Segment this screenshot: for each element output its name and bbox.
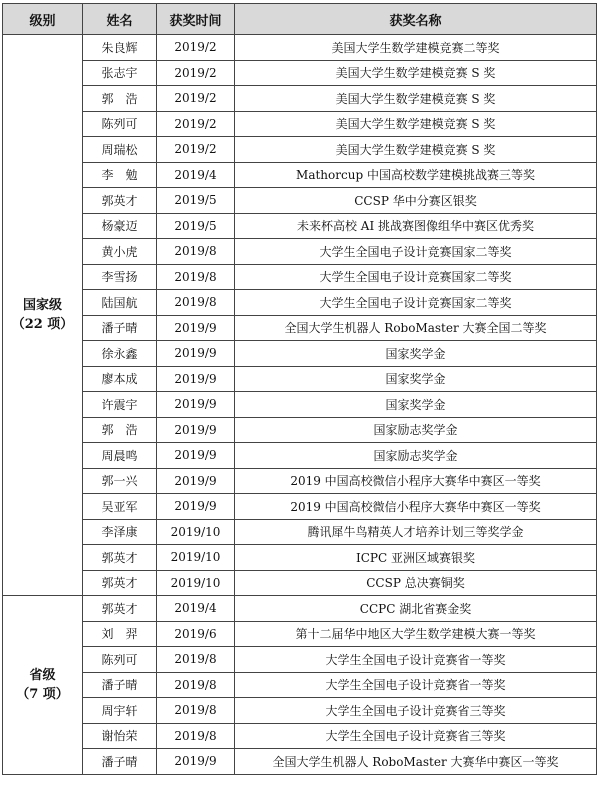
table-row (3, 545, 597, 571)
time-cell: 2019/2 (157, 35, 235, 61)
table-row (3, 341, 597, 367)
level-label: 省级 (29, 667, 56, 683)
time-cell: 2019/5 (157, 213, 235, 239)
table-row (3, 621, 597, 647)
name-cell: 郭英才 (83, 596, 157, 622)
table-row (3, 239, 597, 265)
table-row (3, 86, 597, 112)
name-cell: 张志宇 (83, 60, 157, 86)
award-cell: 美国大学生数学建模竞赛 S 奖 (235, 86, 597, 112)
time-cell: 2019/10 (157, 545, 235, 571)
award-cell: 全国大学生机器人 RoboMaster 大赛华中赛区一等奖 (235, 749, 597, 775)
table-row (3, 698, 597, 724)
name-cell: 陈列可 (83, 111, 157, 137)
table-row (3, 494, 597, 520)
award-cell: Mathorcup 中国高校数学建模挑战赛三等奖 (235, 162, 597, 188)
table-row (3, 647, 597, 673)
name-cell: 李泽康 (83, 519, 157, 545)
time-cell: 2019/9 (157, 417, 235, 443)
time-cell: 2019/5 (157, 188, 235, 214)
time-cell: 2019/8 (157, 239, 235, 265)
award-cell: 大学生全国电子设计竞赛省一等奖 (235, 647, 597, 673)
name-cell: 黄小虎 (83, 239, 157, 265)
name-cell: 周晨鸣 (83, 443, 157, 469)
header-name: 姓名 (83, 4, 157, 35)
name-cell: 廖本成 (83, 366, 157, 392)
table-row (3, 315, 597, 341)
header-time: 获奖时间 (157, 4, 235, 35)
name-cell: 郭英才 (83, 188, 157, 214)
name-cell: 周瑞松 (83, 137, 157, 163)
table-row (3, 264, 597, 290)
name-cell: 潘子晴 (83, 672, 157, 698)
name-cell: 许震宇 (83, 392, 157, 418)
table-row (3, 570, 597, 596)
time-cell: 2019/9 (157, 366, 235, 392)
name-cell: 郭英才 (83, 545, 157, 571)
level-cell (3, 596, 83, 775)
award-cell: 国家奖学金 (235, 341, 597, 367)
award-cell: CCSP 总决赛铜奖 (235, 570, 597, 596)
name-cell: 周宇轩 (83, 698, 157, 724)
table-row (3, 468, 597, 494)
award-cell: ICPC 亚洲区域赛银奖 (235, 545, 597, 571)
award-cell: 腾讯犀牛鸟精英人才培养计划三等奖学金 (235, 519, 597, 545)
time-cell: 2019/6 (157, 621, 235, 647)
award-cell: 美国大学生数学建模竞赛二等奖 (235, 35, 597, 61)
award-cell: 国家奖学金 (235, 366, 597, 392)
award-cell: 大学生全国电子设计竞赛国家二等奖 (235, 239, 597, 265)
award-cell: 大学生全国电子设计竞赛省三等奖 (235, 698, 597, 724)
time-cell: 2019/8 (157, 647, 235, 673)
table-body (3, 35, 597, 775)
award-cell: 国家奖学金 (235, 392, 597, 418)
name-cell: 杨豪迈 (83, 213, 157, 239)
header-level: 级别 (3, 4, 83, 35)
table-row (3, 443, 597, 469)
time-cell: 2019/9 (157, 392, 235, 418)
time-cell: 2019/9 (157, 749, 235, 775)
table-row (3, 596, 597, 622)
time-cell: 2019/2 (157, 60, 235, 86)
name-cell: 郭英才 (83, 570, 157, 596)
time-cell: 2019/9 (157, 468, 235, 494)
level-label: 国家级 (22, 298, 62, 313)
time-cell: 2019/10 (157, 519, 235, 545)
award-cell: 美国大学生数学建模竞赛 S 奖 (235, 60, 597, 86)
time-cell: 2019/8 (157, 723, 235, 749)
time-cell: 2019/9 (157, 341, 235, 367)
time-cell: 2019/8 (157, 290, 235, 316)
time-cell: 2019/2 (157, 86, 235, 112)
name-cell: 李 勉 (83, 162, 157, 188)
award-cell: 未来杯高校 AI 挑战赛图像组华中赛区优秀奖 (235, 213, 597, 239)
time-cell: 2019/4 (157, 162, 235, 188)
name-cell: 陆国航 (83, 290, 157, 316)
time-cell: 2019/2 (157, 137, 235, 163)
table-row (3, 111, 597, 137)
table-row (3, 213, 597, 239)
name-cell: 李雪扬 (83, 264, 157, 290)
time-cell: 2019/9 (157, 494, 235, 520)
award-cell: CCSP 华中分赛区银奖 (235, 188, 597, 214)
table-row (3, 672, 597, 698)
award-cell: 第十二届华中地区大学生数学建模大赛一等奖 (235, 621, 597, 647)
table-row (3, 290, 597, 316)
time-cell: 2019/8 (157, 698, 235, 724)
time-cell: 2019/10 (157, 570, 235, 596)
name-cell: 徐永鑫 (83, 341, 157, 367)
name-cell: 刘 羿 (83, 621, 157, 647)
table-row (3, 35, 597, 61)
table-row (3, 60, 597, 86)
table-header (3, 4, 597, 35)
awards-table (2, 3, 597, 775)
time-cell: 2019/4 (157, 596, 235, 622)
time-cell: 2019/8 (157, 264, 235, 290)
time-cell: 2019/2 (157, 111, 235, 137)
time-cell: 2019/8 (157, 672, 235, 698)
header-award: 获奖名称 (235, 4, 597, 35)
table-row (3, 723, 597, 749)
time-cell: 2019/9 (157, 315, 235, 341)
award-cell: 国家励志奖学金 (235, 417, 597, 443)
award-cell: 2019 中国高校微信小程序大赛华中赛区一等奖 (235, 468, 597, 494)
table-row (3, 162, 597, 188)
award-cell: 美国大学生数学建模竞赛 S 奖 (235, 137, 597, 163)
table-row (3, 137, 597, 163)
header-row (3, 4, 597, 35)
award-cell: 美国大学生数学建模竞赛 S 奖 (235, 111, 597, 137)
level-count: （7 项） (16, 686, 69, 702)
name-cell: 郭 浩 (83, 86, 157, 112)
name-cell: 潘子晴 (83, 315, 157, 341)
name-cell: 郭一兴 (83, 468, 157, 494)
table-row (3, 366, 597, 392)
award-cell: CCPC 湖北省赛金奖 (235, 596, 597, 622)
award-cell: 大学生全国电子设计竞赛省一等奖 (235, 672, 597, 698)
award-cell: 国家励志奖学金 (235, 443, 597, 469)
name-cell: 吴亚军 (83, 494, 157, 520)
name-cell: 潘子晴 (83, 749, 157, 775)
name-cell: 谢怡荣 (83, 723, 157, 749)
award-cell: 全国大学生机器人 RoboMaster 大赛全国二等奖 (235, 315, 597, 341)
award-cell: 大学生全国电子设计竞赛国家二等奖 (235, 264, 597, 290)
table-row (3, 519, 597, 545)
table-row (3, 749, 597, 775)
award-cell: 大学生全国电子设计竞赛省三等奖 (235, 723, 597, 749)
level-count: （22 项） (11, 317, 74, 332)
name-cell: 朱良辉 (83, 35, 157, 61)
table-row (3, 417, 597, 443)
name-cell: 陈列可 (83, 647, 157, 673)
level-cell (3, 35, 83, 596)
name-cell: 郭 浩 (83, 417, 157, 443)
award-cell: 2019 中国高校微信小程序大赛华中赛区一等奖 (235, 494, 597, 520)
table-row (3, 188, 597, 214)
table-row (3, 392, 597, 418)
award-cell: 大学生全国电子设计竞赛国家二等奖 (235, 290, 597, 316)
time-cell: 2019/9 (157, 443, 235, 469)
